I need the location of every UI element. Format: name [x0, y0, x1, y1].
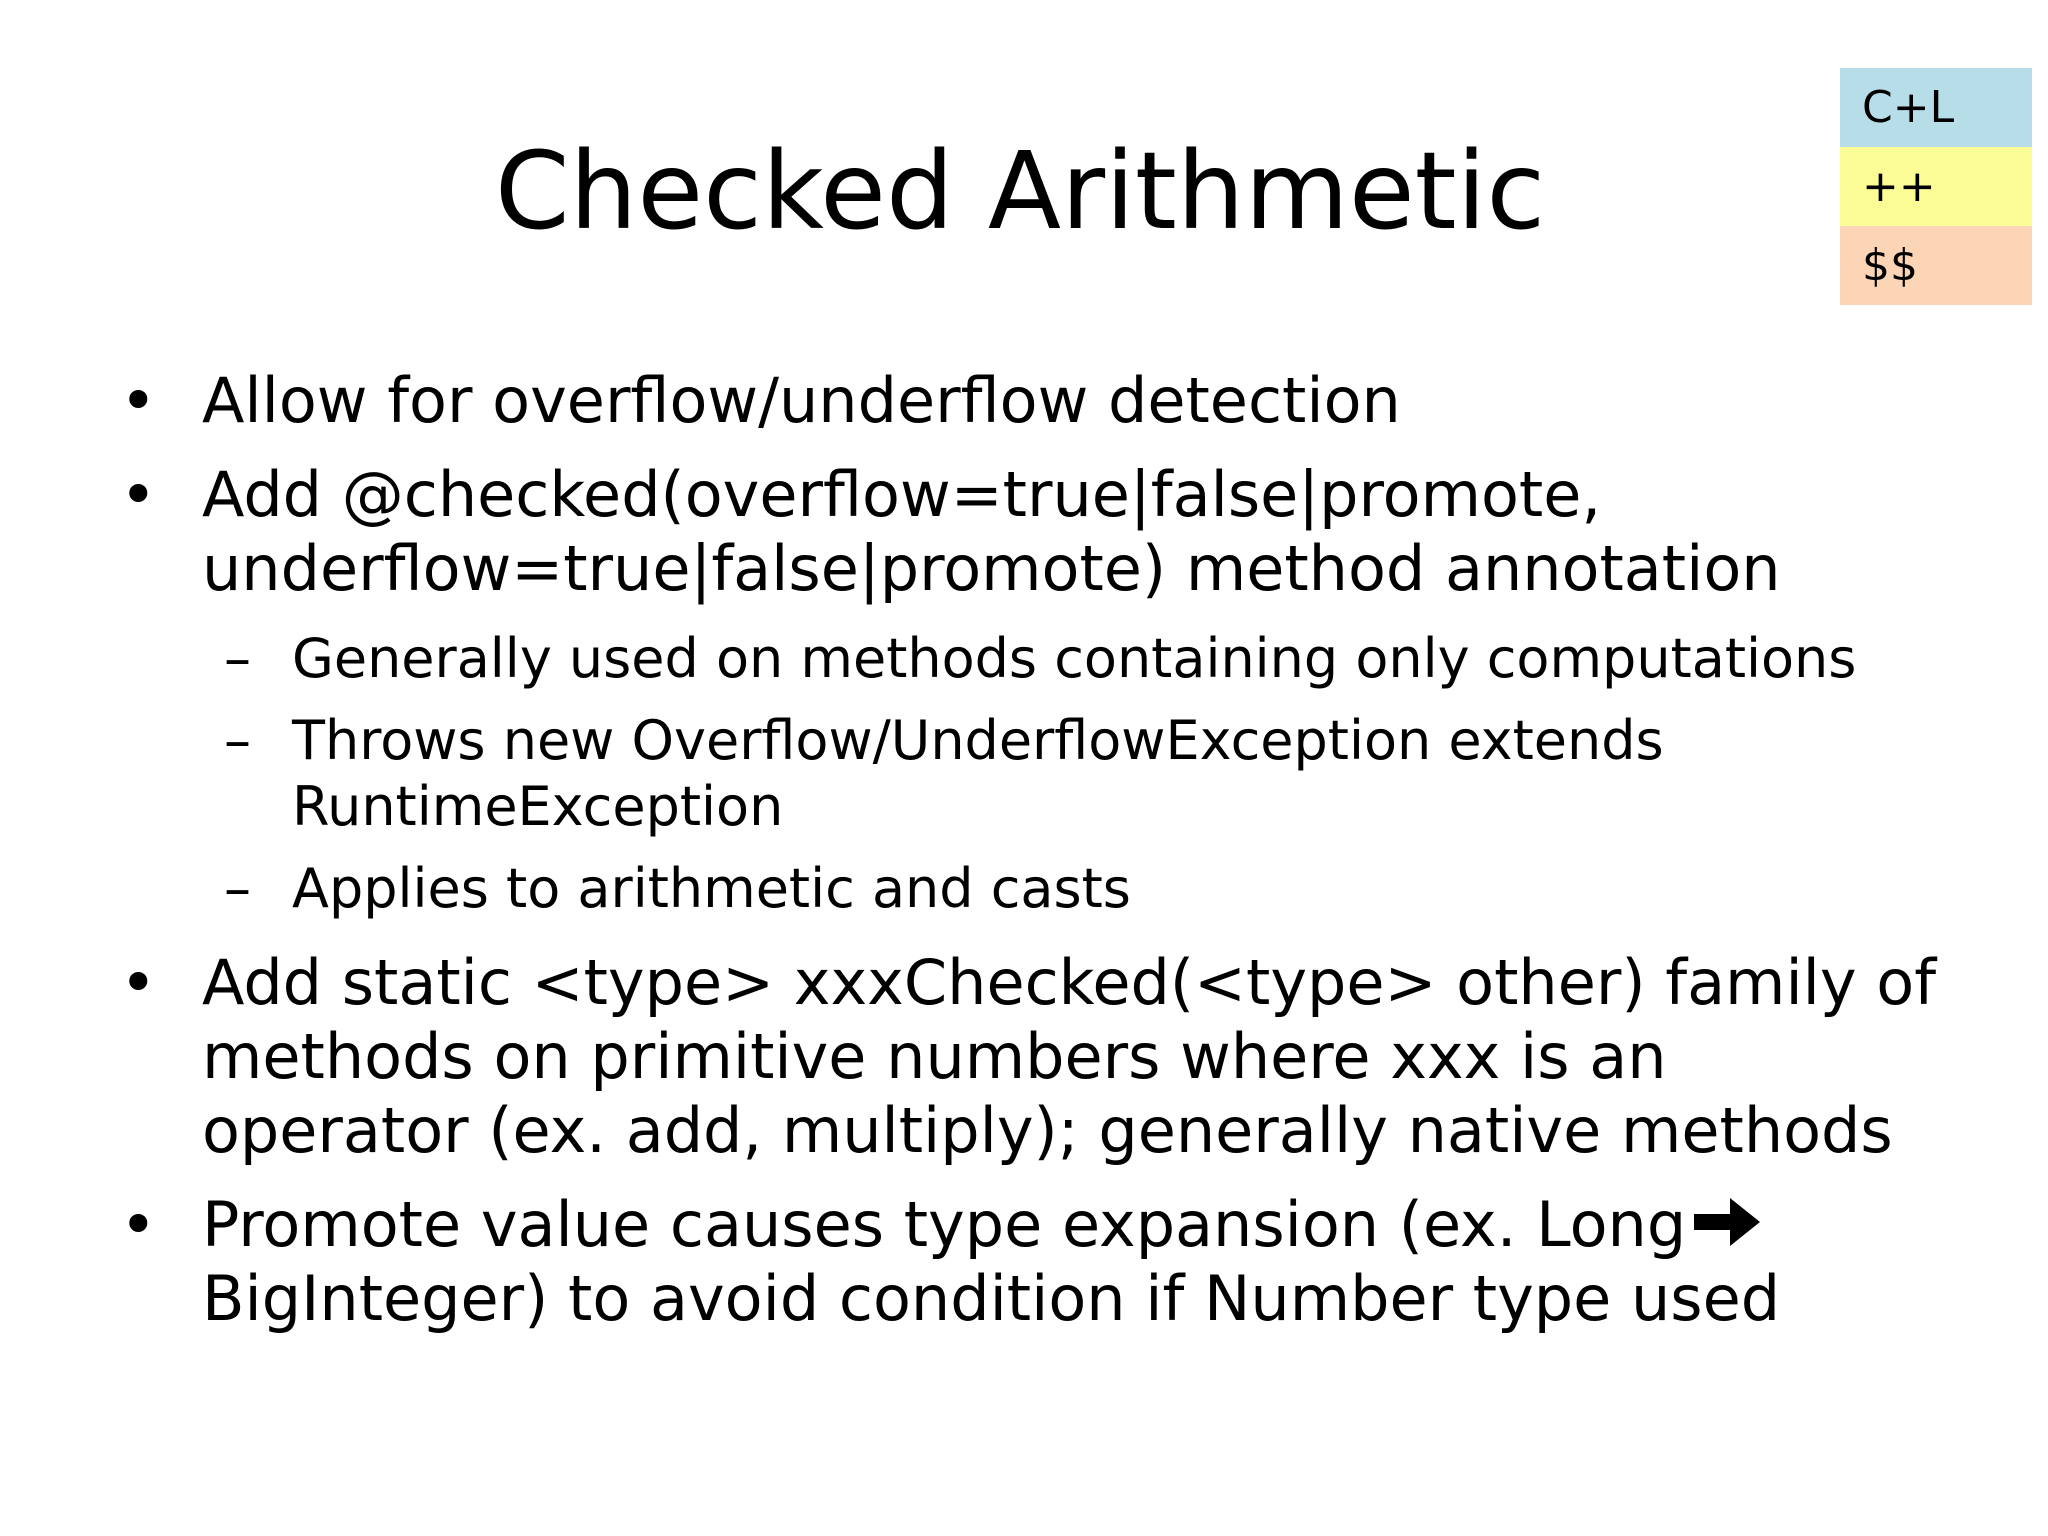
- tag-dollar: $$: [1840, 226, 2032, 305]
- right-arrow-icon: [1692, 1194, 1762, 1250]
- bullet-marker: •: [120, 458, 157, 531]
- bullet-1-line-1: Allow for overflow/underflow detection: [202, 364, 1401, 437]
- tag-cl: C+L: [1840, 68, 2032, 147]
- sub-bullet-marker: –: [224, 627, 251, 690]
- sub-bullet-marker: –: [224, 857, 251, 920]
- bullet-4-line-1-text: Promote value causes type expansion (ex. Long: [202, 1188, 1687, 1261]
- bullet-2-line-1: Add @checked(overflow=true|false|promote,: [202, 458, 1602, 531]
- bullet-marker: •: [120, 946, 157, 1019]
- sub-bullet-2-line-2: RuntimeException: [292, 775, 784, 838]
- bullet-3-line-1: Add static <type> xxxChecked(<type> other) family of: [202, 946, 1937, 1019]
- bullet-3-line-2: methods on primitive numbers where xxx is an: [202, 1020, 1667, 1093]
- bullet-4-line-2: BigInteger) to avoid condition if Number type used: [202, 1262, 1781, 1335]
- sub-bullet-1-line-1: Generally used on methods containing only computations: [292, 627, 1857, 690]
- bullet-3-line-3: operator (ex. add, multiply); generally native methods: [202, 1094, 1893, 1167]
- sub-bullet-2-line-1: Throws new Overflow/UnderflowException extends: [292, 709, 1664, 772]
- bullet-4-line-1: [202, 1188, 1762, 1262]
- sub-bullet-3-line-1: Applies to arithmetic and casts: [292, 857, 1131, 920]
- bullet-marker: •: [120, 1188, 157, 1261]
- sub-bullet-marker: –: [224, 709, 251, 772]
- bullet-marker: •: [120, 364, 157, 437]
- bullet-2-line-2: underflow=true|false|promote) method annotation: [202, 532, 1781, 605]
- slide-title: Checked Arithmetic: [494, 130, 1546, 254]
- tag-plus-plus: ++: [1840, 147, 2032, 226]
